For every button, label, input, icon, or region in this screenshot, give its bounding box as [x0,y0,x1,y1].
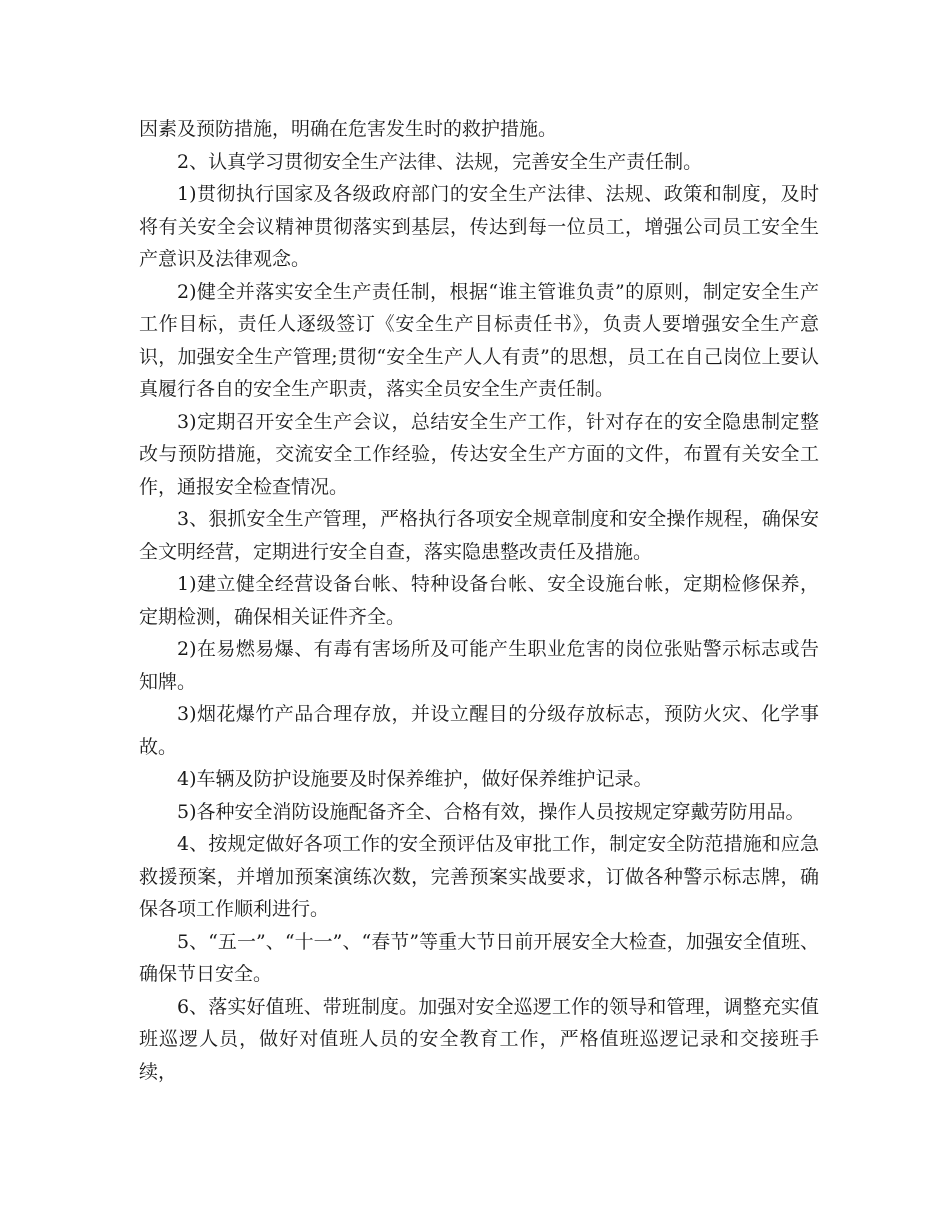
paragraph-item-6: 6、落实好值班、带班制度。加强对安全巡逻工作的领导和管理，调整充实值班巡逻人员，做好对值班人员的安全教育工作，严格值班巡逻记录和交接班手续， [139,995,819,1083]
paragraph-item-5: 5、“五一”、“十一”、“春节”等重大节日前开展安全大检查，加强安全值班、确保节日安全。 [139,930,819,985]
paragraph-item-2-3: 3)定期召开安全生产会议，总结安全生产工作，针对存在的安全隐患制定整改与预防措施，交流安全工作经验，传达安全生产方面的文件，布置有关安全工作，通报安全检查情况。 [139,410,819,498]
paragraph-item-2-heading: 2、认真学习贯彻安全生产法律、法规，完善安全生产责任制。 [177,150,703,173]
paragraph-item-2-2: 2)健全并落实安全生产责任制，根据“谁主管谁负责”的原则，制定安全生产工作目标，责任人逐级签订《安全生产目标责任书》，负责人要增强安全生产意识，加强安全生产管理;贯彻“安全生产人人有责”的思想，员工在自己岗位上要认真履行各自的安全生产职责，落实全员安全生产责任制。 [139,280,819,400]
paragraph-item-2-1: 1)贯彻执行国家及各级政府部门的安全生产法律、法规、政策和制度，及时将有关安全会议精神贯彻落实到基层，传达到每一位员工，增强公司员工安全生产意识及法律观念。 [139,183,819,270]
paragraph-continued: 因素及预防措施，明确在危害发生时的救护措施。 [139,118,558,140]
paragraph-item-3-1: 1)建立健全经营设备台帐、特种设备台帐、安全设施台帐，定期检修保养，定期检测，确保相关证件齐全。 [139,573,819,628]
paragraph-item-3-5: 5)各种安全消防设施配备齐全、合格有效，操作人员按规定穿戴劳防用品。 [177,800,805,823]
paragraph-item-3-2: 2)在易燃易爆、有毒有害场所及可能产生职业危害的岗位张贴警示标志或告知牌。 [139,638,819,693]
document-body [139,113,819,1088]
paragraph-item-3-4: 4)车辆及防护设施要及时保养维护，做好保养维护记录。 [177,768,653,790]
paragraph-item-4: 4、按规定做好各项工作的安全预评估及审批工作，制定安全防范措施和应急救援预案，并增加预案演练次数，完善预案实战要求，订做各种警示标志牌，确保各项工作顺利进行。 [139,833,819,920]
paragraph-item-3-3: 3)烟花爆竹产品合理存放，并设立醒目的分级存放标志，预防火灾、化学事故。 [139,703,819,758]
paragraph-item-3-heading: 3、狠抓安全生产管理，严格执行各项安全规章制度和安全操作规程，确保安全文明经营，定期进行安全自查，落实隐患整改责任及措施。 [139,508,819,563]
